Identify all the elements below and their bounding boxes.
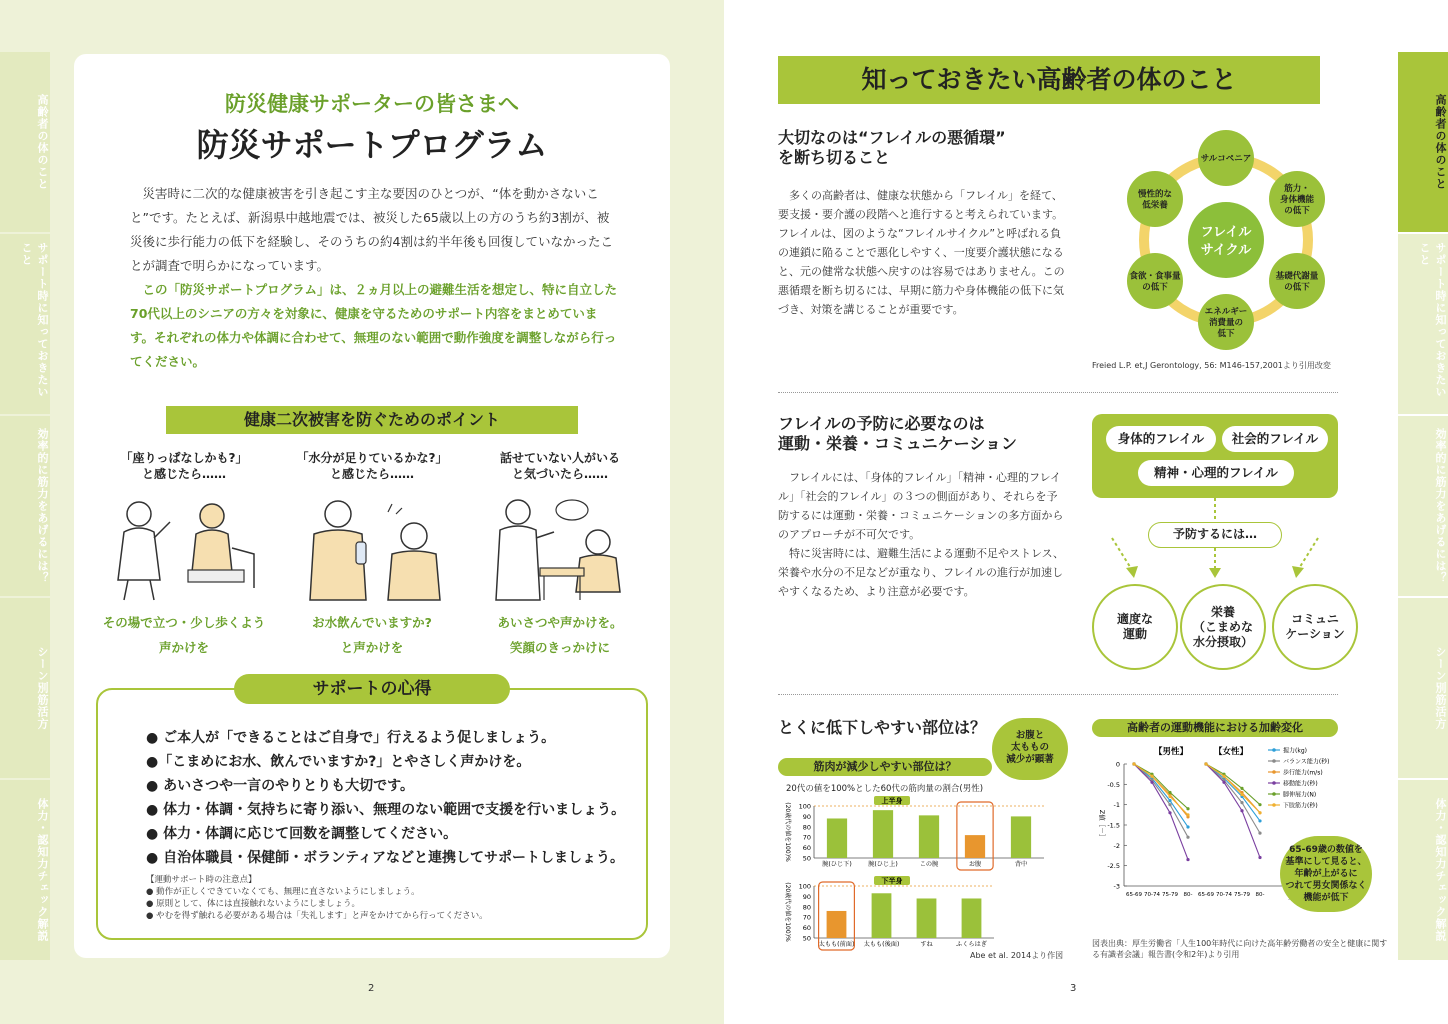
prevention-circle-line: 適度な <box>1116 612 1153 626</box>
y-tick-label: 0 <box>1115 760 1120 769</box>
series-point <box>1258 832 1261 835</box>
category-label: 腕(ひじ上) <box>868 861 898 868</box>
prevention-circle-line: コミュニ <box>1291 612 1339 626</box>
legend-marker <box>1272 748 1276 752</box>
point-answer-line: あいさつや声かけを。 <box>497 615 623 630</box>
divider <box>778 694 1338 695</box>
category-label: 太もも(前面) <box>818 941 855 948</box>
y-tick-label: -0.5 <box>1107 780 1120 789</box>
prevention-circle-line: 栄養 <box>1210 604 1235 619</box>
point-answer-line: と声かけを <box>340 640 404 655</box>
bar <box>919 815 939 858</box>
heading-line: 大切なのは“フレイルの悪循環” <box>778 128 1006 147</box>
x-tick-label: 75-79 <box>1162 892 1178 898</box>
y-tick-label: 50 <box>802 854 811 863</box>
x-tick-label: 80- <box>1183 892 1193 898</box>
y-axis-label: (20歳代の値を100)% <box>784 802 791 862</box>
side-tab-3[interactable]: 効率的に筋力をあげるには？ <box>0 416 50 596</box>
water-offer-illustration <box>292 492 452 602</box>
cycle-node-label: 基礎代謝量 <box>1275 271 1319 282</box>
legend-marker <box>1272 803 1276 807</box>
prevention-circle <box>1272 584 1358 670</box>
cycle-node-label: 低下 <box>1217 329 1235 339</box>
cycle-node-label: の低下 <box>1284 282 1310 293</box>
body-paragraph: フレイルには、「身体的フレイル」「精神・心理的フレイル」「社会的フレイル」の３つの側面があり、それらを予防するには運動・栄養・コミュニケーションの多方面からのアプローチが不可欠です。 <box>778 471 1064 541</box>
point-talk <box>470 450 650 656</box>
source-line: 図表出典：厚生労働省「人生100年時代に向けた高年齢労働者の安全と健康に関す <box>1092 939 1388 948</box>
program-card <box>74 54 670 958</box>
x-tick-label: 70-74 <box>1216 892 1232 898</box>
bar <box>827 818 847 858</box>
page-title: 知っておきたい高齢者の体のこと <box>778 56 1320 104</box>
series-point <box>1186 807 1189 810</box>
side-tab-2[interactable]: サポート時に知っておきたいこと <box>0 234 50 414</box>
note-line: 機能が低下 <box>1303 893 1349 903</box>
point-question-line: 話せていない人がいる <box>499 451 620 465</box>
y-tick-label: 100 <box>798 882 811 891</box>
y-tick-label: -2.5 <box>1107 862 1120 871</box>
bar <box>873 810 893 858</box>
body-paragraph: 特に災害時には、避難生活による運動不足やストレス、栄養や水分の不足などが重なり、フレイルの進行が加速しやすくなるため、より注意が必要です。 <box>778 547 1064 598</box>
series-point <box>1258 819 1261 822</box>
side-tab-1[interactable]: 高齢者の体のこと <box>0 52 50 232</box>
heading-line: フレイルの予防に必要なのは <box>778 414 985 433</box>
side-tab-5[interactable]: 体力・認知力チェック解説 <box>1398 780 1448 960</box>
cycle-node-label: 食欲・食事量 <box>1129 271 1181 282</box>
legend-label: 下肢筋力(秒) <box>1283 802 1318 810</box>
prevention-circle-line: （こまめな <box>1192 619 1253 634</box>
prevent-label: 予防するには… <box>1148 522 1282 548</box>
cycle-node-label: サルコペニア <box>1200 154 1252 164</box>
y-tick-label: 90 <box>802 812 811 821</box>
side-tab-4[interactable]: シーン別筋活方 <box>1398 598 1448 778</box>
point-question-line: と感じたら…… <box>141 467 226 481</box>
prevention-circle-line: ケーション <box>1285 627 1345 641</box>
bar <box>962 898 982 938</box>
frailty-type-physical: 身体的フレイル <box>1106 426 1216 452</box>
prevention-circle <box>1092 584 1178 670</box>
point-question-line: と感じたら…… <box>329 467 414 481</box>
exercise-notes <box>146 874 626 922</box>
note-line: つれて男女関係なく <box>1285 881 1367 891</box>
age-source <box>1092 938 1387 960</box>
legend-label: 握力(kg) <box>1283 747 1307 755</box>
panel-title: 上半身 <box>881 797 903 805</box>
series-point <box>1132 762 1135 765</box>
intro-paragraph-2: この「防災サポートプログラム」は、２ヵ月以上の避難生活を想定し、特に自立した70代以上のシニアの方々を対象に、健康を守るためのサポート内容をまとめています。それぞれの体力や体調に合わせて、無理のない範囲で動作強度を調整しながら行ってください。 <box>130 282 618 369</box>
series-point <box>1240 809 1243 812</box>
section2-body <box>778 468 1066 601</box>
points-heading: 健康二次被害を防ぐためのポイント <box>166 406 578 434</box>
points-row <box>94 450 650 655</box>
standing-people-illustration <box>104 492 264 602</box>
cycle-center <box>1188 202 1264 278</box>
panel-title: 下半身 <box>881 877 903 885</box>
x-tick-label: 70-74 <box>1144 892 1160 898</box>
side-tab-1[interactable]: 高齢者の体のこと <box>1398 52 1448 232</box>
rule-item: ● 体力・体調に応じて回数を調整してください。 <box>146 826 458 842</box>
body-paragraph: 多くの高齢者は、健康な状態から「フレイル」を経て、要支援・要介護の段階へと進行すると考えられています。フレイルは、図のような“フレイルサイクル”と呼ばれる負の連鎖に陥ることで悪化しやすく、一度要介護状態になると、元の健常な状態へ戻すのは容易ではありません。この悪循環を断ち切るには、早期に筋力や身体機能の低下に気づき、対策を講じることが重要です。 <box>778 189 1065 316</box>
note-line: ● やむを得ず触れる必要がある場合は「失礼します」と声をかけてから行ってください。 <box>146 911 488 921</box>
series-point <box>1222 775 1225 778</box>
y-axis-label: Z値［－］ <box>1098 809 1106 841</box>
legend-marker <box>1272 781 1276 785</box>
cycle-node-label: の低下 <box>1284 206 1310 216</box>
support-mindset-box <box>96 679 648 940</box>
series-point <box>1168 799 1171 802</box>
y-tick-label: -1 <box>1113 801 1120 810</box>
prevention-circle-line: 運動 <box>1122 627 1147 641</box>
muscle-chart-caption: 20代の値を100%とした60代の筋肉量の割合(男性) <box>786 784 984 794</box>
frailty-cycle-diagram <box>1106 130 1346 350</box>
y-tick-label: -2 <box>1113 841 1120 850</box>
cycle-node-label: 身体機能 <box>1280 195 1315 205</box>
rule-item: ● ご本人が「できることはご自身で」行えるよう促しましょう。 <box>146 730 556 746</box>
right-side-tabs <box>1398 52 1448 962</box>
right-page <box>724 0 1448 1024</box>
greeting-illustration <box>480 492 640 602</box>
kicker-text: 防災健康サポーターの皆さまへ <box>225 92 519 116</box>
muscle-callout-bubble <box>992 718 1068 780</box>
bar <box>965 835 985 858</box>
series-point <box>1186 836 1189 839</box>
series-point <box>1150 775 1153 778</box>
category-label: この腕 <box>919 861 939 868</box>
legend-label: 歩行能力(m/s) <box>1283 769 1323 777</box>
series-point <box>1168 811 1171 814</box>
section2-heading <box>778 414 1098 454</box>
divider <box>778 392 1338 393</box>
series-line <box>1134 764 1188 827</box>
age-note-bubble <box>1280 836 1372 912</box>
legend-marker <box>1272 770 1276 774</box>
category-label: すね <box>920 941 933 948</box>
point-water <box>282 450 462 656</box>
cycle-node-label: 低栄養 <box>1142 200 1168 211</box>
intro-paragraph-1: 災害時に二次的な健康被害を引き起こす主な要因のひとつが、“体を動かさないこと”です。たとえば、新潟県中越地震では、被災した65歳以上の方のうち約3割が、被災後に歩行能力の低下を経験し、そのうちの約4割は約半年後も回復していなかったことが調査で明らかになっています。 <box>130 186 613 273</box>
legend-marker <box>1272 759 1276 763</box>
series-point <box>1168 803 1171 806</box>
y-tick-label: 70 <box>802 913 811 922</box>
note-line: 65-69歳の数値を <box>1289 845 1363 855</box>
category-label: 太もも(後面) <box>863 941 900 948</box>
series-point <box>1222 781 1225 784</box>
series-point <box>1186 813 1189 816</box>
frailty-types-panel <box>1092 414 1338 498</box>
legend-marker <box>1272 792 1276 796</box>
series-point <box>1168 795 1171 798</box>
side-tab-5[interactable]: 体力・認知力チェック解説 <box>0 780 50 960</box>
muscle-source: Abe et al. 2014より作図 <box>970 951 1064 960</box>
source-line: る有識者会議」報告書(令和2年)より引用 <box>1092 950 1240 959</box>
point-answer-line: その場で立つ・少し歩くよう <box>102 615 266 630</box>
rule-item: ●「こまめにお水、飲んでいますか?」とやさしく声かけを。 <box>146 754 531 770</box>
series-point <box>1258 803 1261 806</box>
category-label: 背中 <box>1014 861 1028 868</box>
section1-body <box>778 186 1068 319</box>
y-tick-label: -1.5 <box>1107 821 1120 830</box>
series-line <box>1206 764 1260 833</box>
category-label: ふくらはぎ <box>956 941 987 948</box>
note-line: ● 原則として、体には直接触れないようにしましょう。 <box>146 899 360 909</box>
point-answer-line: 声かけを <box>158 640 209 655</box>
category-label: お腹 <box>968 861 982 868</box>
frailty-type-social: 社会的フレイル <box>1222 426 1328 452</box>
y-tick-label: 80 <box>802 903 811 912</box>
y-tick-label: 50 <box>802 934 811 943</box>
x-tick-label: 80- <box>1255 892 1265 898</box>
bar <box>917 898 937 938</box>
series-point <box>1204 762 1207 765</box>
rule-item: ● 体力・体調・気持ちに寄り添い、無理のない範囲で支援を行いましょう。 <box>146 802 626 818</box>
bar <box>827 911 847 938</box>
note-line: 基準にして見ると、 <box>1285 857 1367 867</box>
bubble-line: 太ももの <box>1010 742 1049 753</box>
muscle-chart <box>778 794 1068 964</box>
group-label: 【女性】 <box>1214 747 1249 757</box>
series-point <box>1150 781 1153 784</box>
cycle-center-text: フレイル <box>1200 225 1252 240</box>
point-question-line: と気づいたら…… <box>511 467 608 481</box>
point-answer-line: 笑顔のきっかけに <box>509 640 610 655</box>
series-line <box>1134 764 1188 837</box>
point-question-line: 「座りっぱなしかも?」 <box>120 451 248 465</box>
section3-heading: とくに低下しやすい部位は？ <box>778 718 987 737</box>
legend-label: バランス能力(秒) <box>1283 758 1330 766</box>
series-point <box>1186 825 1189 828</box>
age-chart-chip: 高齢者の運動機能における加齢変化 <box>1092 719 1338 737</box>
y-tick-label: -3 <box>1113 882 1120 891</box>
y-tick-label: 60 <box>802 924 811 933</box>
point-question-line: 「水分が足りているかな?」 <box>296 451 448 465</box>
intro-text <box>130 182 618 374</box>
bar <box>872 893 892 938</box>
prevention-circle-line: 水分摂取） <box>1192 634 1253 649</box>
prevention-circle <box>1180 584 1266 670</box>
series-point <box>1258 811 1261 814</box>
series-line <box>1134 764 1188 860</box>
rules-list <box>146 726 626 870</box>
series-point <box>1168 791 1171 794</box>
cycle-node-label: エネルギー <box>1204 307 1248 317</box>
series-point <box>1258 856 1261 859</box>
rule-item: ● 自治体職員・保健師・ボランティアなどと連携してサポートしましょう。 <box>146 850 624 866</box>
series-point <box>1240 801 1243 804</box>
bubble-line: 減少が顕著 <box>1006 754 1054 765</box>
x-tick-label: 65-69 <box>1198 892 1214 898</box>
x-tick-label: 75-79 <box>1234 892 1250 898</box>
legend-label: 移動能力(秒) <box>1283 780 1318 788</box>
cycle-node-label: 消費量の <box>1208 318 1244 328</box>
y-tick-label: 100 <box>798 802 811 811</box>
heading-line: 運動・栄養・コミュニケーション <box>778 434 1018 453</box>
series-point <box>1240 793 1243 796</box>
cycle-node-label: の低下 <box>1142 282 1168 293</box>
group-label: 【男性】 <box>1154 747 1189 757</box>
frailty-type-mental: 精神・心理的フレイル <box>1138 460 1294 486</box>
note-line: 【運動サポート時の注意点】 <box>146 875 257 885</box>
point-answer-line: お水飲んでいますか? <box>312 615 432 630</box>
side-tab-3[interactable]: 効率的に筋力をあげるには？ <box>1398 416 1448 596</box>
bubble-line: お腹と <box>1015 730 1045 741</box>
y-tick-label: 80 <box>802 823 811 832</box>
cycle-center-text: サイクル <box>1200 243 1252 258</box>
cycle-node-label: 慢性的な <box>1137 189 1172 200</box>
x-tick-label: 65-69 <box>1126 892 1142 898</box>
heading-line: を断ち切ること <box>778 148 891 167</box>
left-side-tabs <box>0 52 50 962</box>
legend-label: 脚伸展力(N) <box>1283 791 1317 799</box>
y-tick-label: 70 <box>802 833 811 842</box>
page-number-left: 2 <box>368 983 375 994</box>
y-axis-label: (20歳代の値を100)% <box>784 882 791 942</box>
series-point <box>1186 858 1189 861</box>
y-tick-label: 90 <box>802 892 811 901</box>
y-tick-label: 60 <box>802 844 811 853</box>
muscle-chart-chip: 筋肉が減少しやすい部位は？ <box>778 758 992 776</box>
bar <box>1011 816 1031 858</box>
support-mindset-title: サポートの心得 <box>234 674 510 704</box>
side-tab-4[interactable]: シーン別筋活方 <box>0 598 50 778</box>
rule-item: ● あいさつや一言のやりとりも大切です。 <box>146 778 414 794</box>
page-title: 防災サポートプログラム <box>196 126 548 164</box>
series-point <box>1240 787 1243 790</box>
category-label: 腕(ひじ下) <box>822 861 852 868</box>
note-line: ● 動作が正しくできていなくても、無理に直さないようにしましょう。 <box>146 887 420 897</box>
cycle-source: Freied L.P. et,J Gerontology, 56: M146-157,2001より引用改変 <box>1092 361 1331 370</box>
section1-heading <box>778 128 1078 168</box>
cycle-node-label: 筋力・ <box>1284 184 1310 194</box>
side-tab-2[interactable]: サポート時に知っておきたいこと <box>1398 234 1448 414</box>
note-line: 年齢が上がるに <box>1294 869 1358 879</box>
page-number-right: 3 <box>1070 983 1077 994</box>
point-sitting <box>94 450 274 656</box>
